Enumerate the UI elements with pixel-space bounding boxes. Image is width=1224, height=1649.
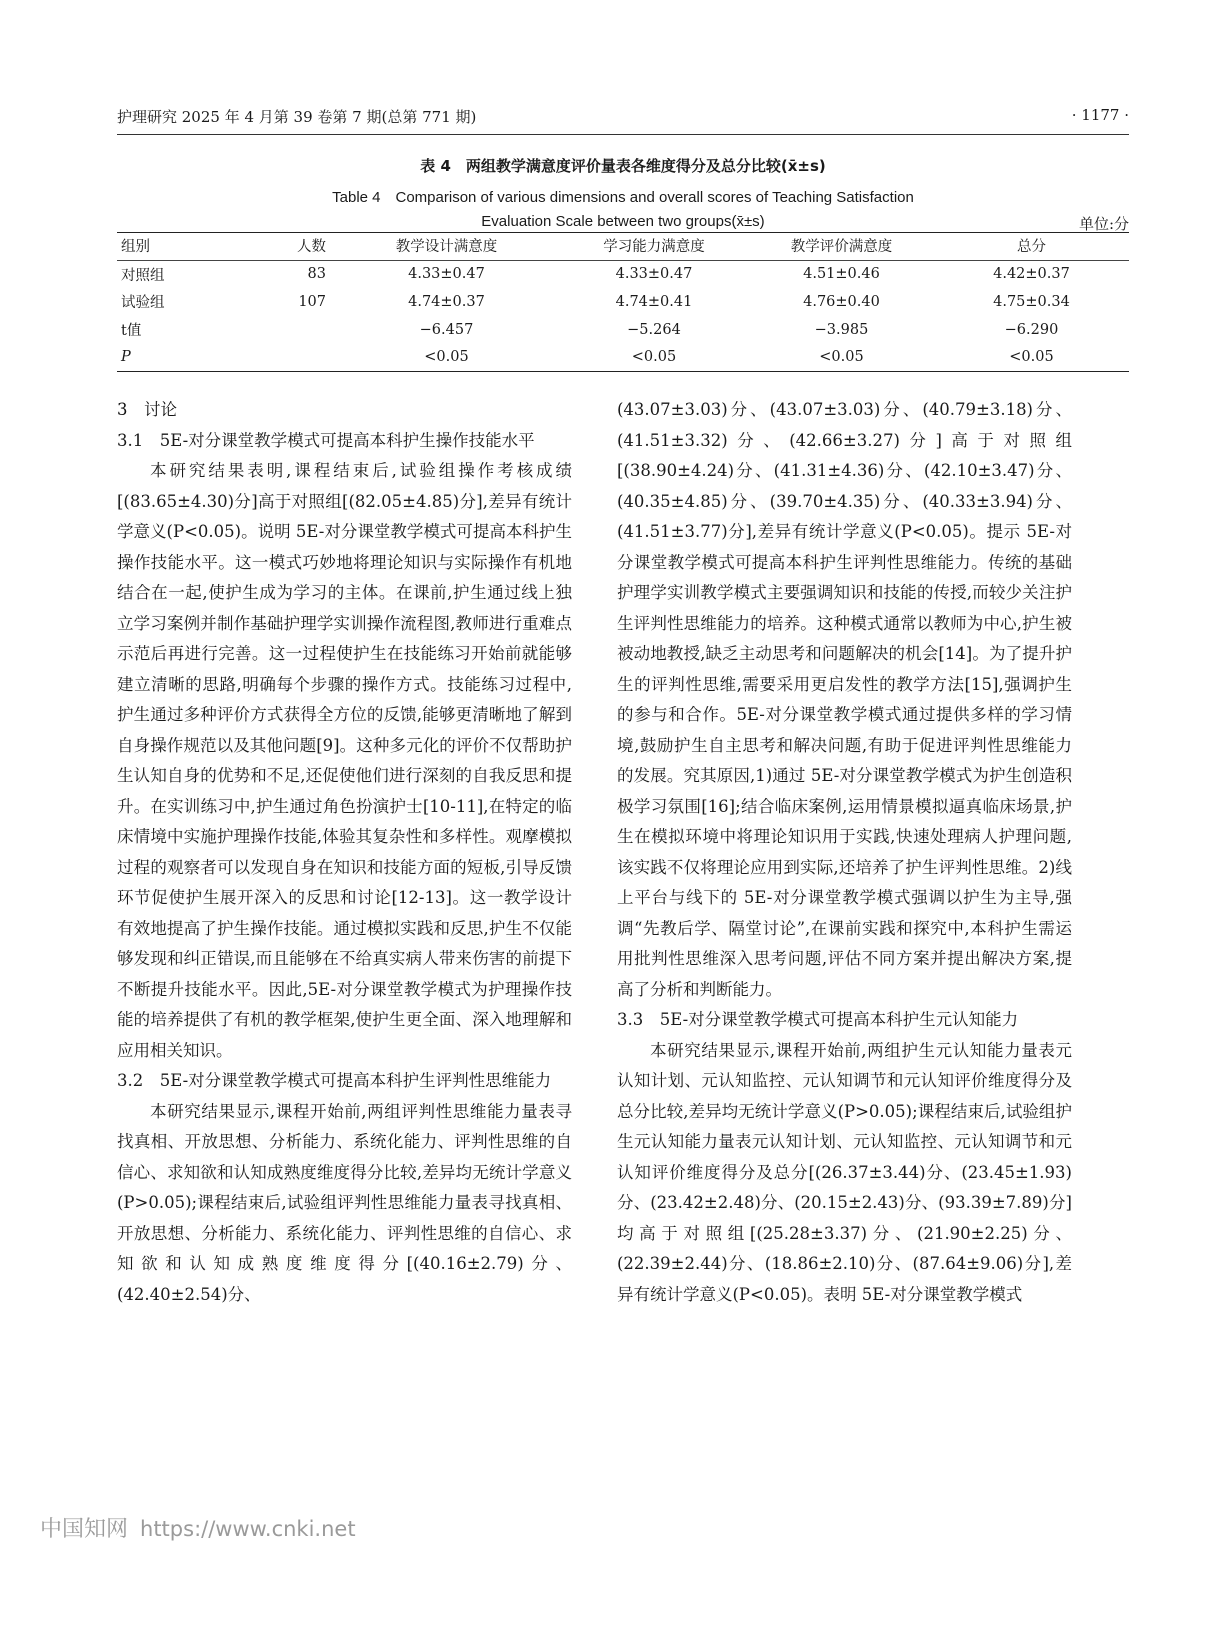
col-header-learning: 学习能力满意度 xyxy=(559,232,749,260)
table-cell: −6.290 xyxy=(1004,321,1059,338)
table-cell: 对照组 xyxy=(121,267,165,284)
table-cell: <0.05 xyxy=(749,343,934,371)
running-header xyxy=(117,104,1129,130)
table-cell: 4.33±0.47 xyxy=(408,266,485,283)
col-header-design: 教学设计满意度 xyxy=(334,232,559,260)
paragraph: 本研究结果显示,课程开始前,两组评判性思维能力量表寻找真相、开放思想、分析能力、系统化能力、评判性思维的自信心、求知欲和认知成熟度维度得分比较,差异均无统计学意义(P>0.05);课程结束后,试验组评判性思维能力量表寻找真相、开放思想、分析能力、系统化能力、评判性思维的自信心、求知欲和认知成熟度维度得分[(40.16±2.79)分、(42.40±2.54)分、 xyxy=(117,1101,572,1304)
col-header-total: 总分 xyxy=(934,232,1129,260)
left-column xyxy=(117,395,572,1310)
table-row xyxy=(117,316,1129,344)
journal-citation: 护理研究 2025 年 4 月第 39 卷第 7 期(总第 771 期) xyxy=(117,108,477,126)
watermark-site-name: 中国知网 xyxy=(40,1517,129,1542)
table-cell: P xyxy=(117,343,236,371)
col-header-group: 组别 xyxy=(117,232,236,260)
paragraph-continued: (43.07±3.03)分、(43.07±3.03)分、(40.79±3.18)分、(41.51±3.32)分、(42.66±3.27)分]高于对照组[(38.90±4.24)分、(41.31±4.36)分、(42.10±3.47)分、(40.35±4.85)分、(39.70±4.35)分、(40.33±3.94)分、(41.51±3.77)分],差异有统计学意义(P<0.05)。提示 5E-对分课堂教学模式可提高本科护生评判性思维能力。传统的基础护理学实训教学模式主要强调知识和技能的传授,而较少关注护生评判性思维能力的培养。这种模式通常以教师为中心,护生被被动地教授,缺乏主动思考和问题解决的机会[14]。为了提升护生的评判性思维,需要采用更启发性的教学方法[15],强调护生的参与和合作。5E-对分课堂教学模式通过提供多样的学习情境,鼓励护生自主思考和解决问题,有助于促进评判性思维能力的发展。究其原因,1)通过 5E-对分课堂教学模式为护生创造积极学习氛围[16];结合临床案例,运用情景模拟逼真临床场景,护生在模拟环境中将理论知识用于实践,快速处理病人护理问题,该实践不仅将理论应用到实际,还培养了护生评判性思维。2)线上平台与线下的 5E-对分课堂教学模式强调以护生为主导,强调“先教后学、隔堂讨论”,在课前实践和探究中,本科护生需运用批判性思维深入思考问题,评估不同方案并提出解决方案,提高了分析和判断能力。 xyxy=(617,400,1072,999)
header-rule xyxy=(117,134,1129,135)
col-header-count: 人数 xyxy=(236,232,334,260)
subsection-heading-3-3: 3.3 5E-对分课堂教学模式可提高本科护生元认知能力 xyxy=(617,1010,1019,1029)
table-cell: 4.75±0.34 xyxy=(993,293,1070,310)
table-cell: 试验组 xyxy=(121,295,165,312)
table-cell: 4.74±0.41 xyxy=(615,293,693,310)
watermark-url: https://www.cnki.net xyxy=(140,1517,356,1541)
paragraph: 本研究结果表明,课程结束后,试验组操作考核成绩[(83.65±4.30)分]高于对照组[(82.05±4.85)分],差异有统计学意义(P<0.05)。说明 5E-对分课堂教学模式可提高本科护生操作技能水平。这一模式巧妙地将理论知识与实际操作有机地结合在一起,使护生成为学习的主体。在课前,护生通过线上独立学习案例并制作基础护理学实训操作流程图,教师进行重难点示范后再进行完善。这一过程使护生在技能练习开始前就能够建立清晰的思路,明确每个步骤的操作方式。技能练习过程中,护生通过多种评价方式获得全方位的反馈,能够更清晰地了解到自身操作规范以及其他问题[9]。这种多元化的评价不仅帮助护生认知自身的优势和不足,还促使他们进行深刻的自我反思和提升。在实训练习中,护生通过角色扮演护士[10-11],在特定的临床情境中实施护理操作技能,体验其复杂性和多样性。观摩模拟过程的观察者可以发现自身在知识和技能方面的短板,引导反馈环节促使护生展开深入的反思和讨论[12-13]。这一教学设计有效地提高了护生操作技能。通过模拟实践和反思,护生不仅能够发现和纠正错误,而且能够在不给真实病人带来伤害的前提下不断提升技能水平。因此,5E-对分课堂教学模式为护理操作技能的培养提供了有机的教学框架,使护生更全面、深入地理解和应用相关知识。 xyxy=(117,461,572,1060)
table-cell: 4.42±0.37 xyxy=(993,266,1070,283)
page-number: · 1177 · xyxy=(1071,106,1129,124)
paragraph: 本研究结果显示,课程开始前,两组护生元认知能力量表元认知计划、元认知监控、元认知调节和元认知评价维度得分及总分比较,差异均无统计学意义(P>0.05);课程结束后,试验组护生元认知能力量表元认知计划、元认知监控、元认知调节和元认知评价维度得分及总分[(26.37±3.44)分、(23.45±1.93)分、(23.42±2.48)分、(20.15±2.43)分、(93.39±7.89)分]均高于对照组[(25.28±3.37)分、(21.90±2.25)分、(22.39±2.44)分、(18.86±2.10)分、(87.64±9.06)分],差异有统计学意义(P<0.05)。表明 5E-对分课堂教学模式 xyxy=(617,1040,1072,1304)
table-cell: <0.05 xyxy=(334,343,559,371)
cnki-watermark xyxy=(40,1512,356,1543)
table-cell: 4.76±0.40 xyxy=(803,293,880,310)
table-cell: 107 xyxy=(298,293,326,310)
table-cell: 4.33±0.47 xyxy=(615,266,693,283)
right-column xyxy=(617,395,1072,1310)
table-cell xyxy=(236,316,334,344)
table-cell: <0.05 xyxy=(934,343,1129,371)
table-row xyxy=(117,288,1129,316)
table-cell: <0.05 xyxy=(559,343,749,371)
table-cell: 83 xyxy=(307,266,326,283)
table-caption-en-line1: Table 4 Comparison of various dimensions and overall scores of Teaching Satisfaction xyxy=(332,189,914,206)
satisfaction-table xyxy=(117,232,1129,372)
table-cell xyxy=(236,343,334,371)
table-caption-zh: 表 4 两组教学满意度评价量表各维度得分及总分比较(x̄±s) xyxy=(420,157,826,175)
table-cell: −3.985 xyxy=(814,321,869,338)
col-header-evaluation: 教学评价满意度 xyxy=(749,232,934,260)
table-cell: −6.457 xyxy=(419,321,474,338)
table-unit: 单位:分 xyxy=(1078,215,1129,233)
table-cell: 4.74±0.37 xyxy=(408,293,485,310)
table-header-row xyxy=(117,232,1129,260)
table-cell: 4.51±0.46 xyxy=(803,266,880,283)
table-cell: t值 xyxy=(121,323,142,340)
table-caption-en-line2: Evaluation Scale between two groups(x̄±s) xyxy=(481,213,765,230)
subsection-heading-3-2: 3.2 5E-对分课堂教学模式可提高本科护生评判性思维能力 xyxy=(117,1071,552,1090)
table-row xyxy=(117,343,1129,371)
table-row xyxy=(117,260,1129,288)
section-heading-discussion: 3 讨论 xyxy=(117,400,177,419)
table-cell: −5.264 xyxy=(627,321,681,338)
subsection-heading-3-1: 3.1 5E-对分课堂教学模式可提高本科护生操作技能水平 xyxy=(117,430,535,450)
